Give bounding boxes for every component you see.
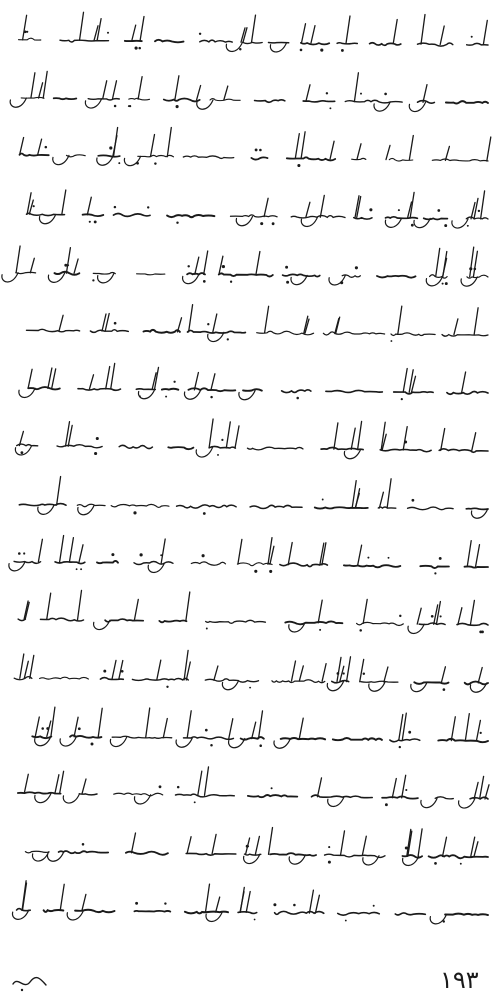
corner-signature-mark <box>10 972 50 994</box>
script-line <box>12 881 488 924</box>
script-line <box>27 305 489 342</box>
script-line <box>18 767 489 808</box>
script-line <box>9 536 488 575</box>
script-line <box>32 707 488 748</box>
script-line <box>18 590 488 633</box>
script-line <box>19 12 489 52</box>
script-line <box>27 190 489 228</box>
script-line <box>20 128 491 168</box>
script-line <box>2 246 488 286</box>
page-number: ۱۹۳ <box>440 966 479 994</box>
script-line <box>10 71 488 111</box>
script-line <box>19 363 488 400</box>
script-line <box>15 419 488 459</box>
script-line <box>19 477 488 519</box>
script-line <box>14 650 488 692</box>
script-line <box>25 828 488 866</box>
